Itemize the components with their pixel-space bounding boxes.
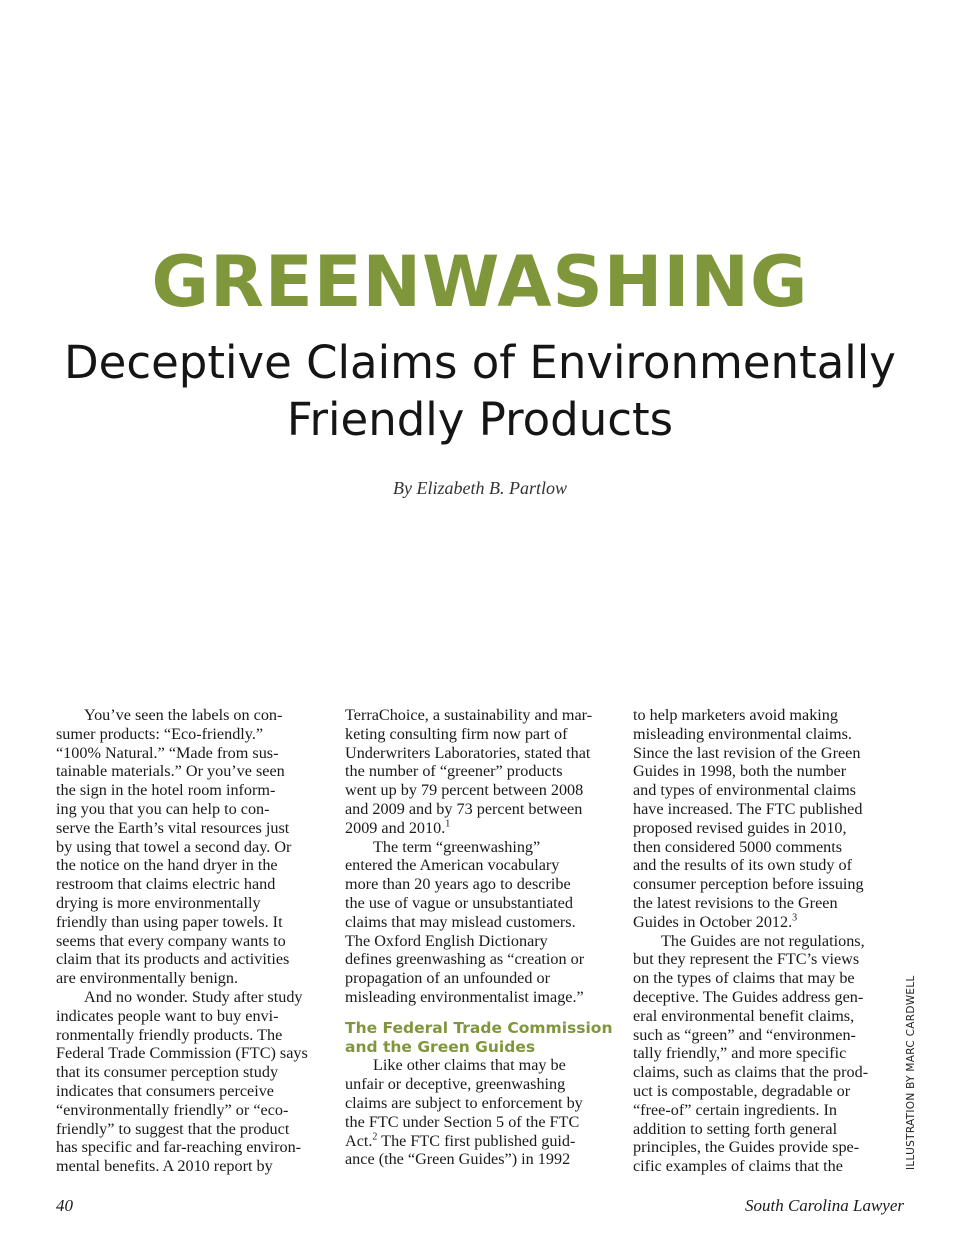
text-line: serve the Earth’s vital resources just bbox=[56, 818, 290, 837]
text-line: “environmentally friendly” or “eco- bbox=[56, 1100, 289, 1119]
text-line bbox=[345, 1132, 617, 1151]
text-line: claims are subject to enforcement by bbox=[345, 1093, 583, 1112]
text-line: drying is more environmentally bbox=[56, 893, 261, 912]
subtitle-line: Deceptive Claims of Environmentally bbox=[64, 336, 896, 389]
text-line: Guides in 1998, both the number bbox=[633, 762, 847, 781]
text-line: and the results of its own study of bbox=[633, 856, 852, 875]
text-line: and types of environmental claims bbox=[633, 781, 856, 800]
text-line: friendly” to suggest that the product bbox=[56, 1119, 290, 1138]
paragraph-gap bbox=[345, 1007, 617, 1019]
text-line: cific examples of claims that the bbox=[633, 1157, 843, 1176]
text-line: indicates people want to buy envi- bbox=[56, 1006, 279, 1025]
text-line: mental benefits. A 2010 report by bbox=[56, 1157, 273, 1176]
text-line: principles, the Guides provide spe- bbox=[633, 1138, 860, 1157]
text-fragment: 2009 and 2010. bbox=[345, 818, 446, 837]
text-line: The Guides are not regulations, bbox=[661, 931, 865, 950]
footnote-ref: 2 bbox=[372, 1131, 378, 1143]
text-line bbox=[633, 913, 905, 932]
text-line: went up by 79 percent between 2008 bbox=[345, 781, 584, 800]
article-subtitle bbox=[40, 334, 920, 448]
text-fragment: Act. bbox=[345, 1131, 373, 1150]
text-line: the number of “greener” products bbox=[345, 762, 563, 781]
text-line: Underwriters Laboratories, stated that bbox=[345, 743, 591, 762]
text-line: on the types of claims that may be bbox=[633, 969, 855, 988]
section-subhead bbox=[345, 1019, 617, 1057]
subhead-line: The Federal Trade Commission bbox=[345, 1018, 613, 1037]
text-line: to help marketers avoid making bbox=[633, 706, 838, 724]
text-line: uct is compostable, degradable or bbox=[633, 1081, 851, 1100]
subtitle-line: Friendly Products bbox=[286, 393, 674, 446]
text-line: misleading environmental claims. bbox=[633, 724, 852, 743]
text-line: such as “green” and “environmen- bbox=[633, 1025, 856, 1044]
text-line: defines greenwashing as “creation or bbox=[345, 950, 585, 969]
text-line: have increased. The FTC published bbox=[633, 799, 863, 818]
text-line: TerraChoice, a sustainability and mar- bbox=[345, 706, 593, 724]
byline: By Elizabeth B. Partlow bbox=[393, 478, 567, 498]
text-line: unfair or deceptive, greenwashing bbox=[345, 1075, 566, 1094]
text-line: “free-of” certain ingredients. In bbox=[633, 1100, 838, 1119]
text-line: ronmentally friendly products. The bbox=[56, 1025, 283, 1044]
text-line: then considered 5000 comments bbox=[633, 837, 843, 856]
text-line: deceptive. The Guides address gen- bbox=[633, 987, 864, 1006]
text-line: the FTC under Section 5 of the FTC bbox=[345, 1112, 580, 1131]
text-fragment: The FTC first published guid- bbox=[377, 1131, 576, 1150]
text-line: Since the last revision of the Green bbox=[633, 743, 861, 762]
text-line: the notice on the hand dryer in the bbox=[56, 856, 278, 875]
text-line: addition to setting forth general bbox=[633, 1119, 838, 1138]
text-line: tally friendly,” and more specific bbox=[633, 1044, 847, 1063]
text-line: but they represent the FTC’s views bbox=[633, 950, 860, 969]
text-line: restroom that claims electric hand bbox=[56, 875, 276, 894]
footnote-ref: 1 bbox=[445, 818, 451, 830]
text-line: “100% Natural.” “Made from sus- bbox=[56, 743, 279, 762]
text-line: the sign in the hotel room inform- bbox=[56, 781, 276, 800]
text-line: has specific and far-reaching environ- bbox=[56, 1138, 302, 1157]
subhead-line: and the Green Guides bbox=[345, 1037, 536, 1056]
text-line: ance (the “Green Guides”) in 1992 bbox=[345, 1150, 571, 1169]
text-line: tainable materials.” Or you’ve seen bbox=[56, 762, 285, 781]
article-column-2 bbox=[345, 706, 617, 1178]
text-line: Federal Trade Commission (FTC) says bbox=[56, 1044, 308, 1063]
text-line: the latest revisions to the Green bbox=[633, 893, 838, 912]
text-line: eral environmental benefit claims, bbox=[633, 1006, 855, 1025]
magazine-name: South Carolina Lawyer bbox=[745, 1196, 904, 1215]
text-line: are environmentally benign. bbox=[56, 969, 239, 988]
text-line: claims, such as claims that the prod- bbox=[633, 1063, 869, 1082]
text-line: keting consulting firm now part of bbox=[345, 724, 568, 743]
text-line: indicates that consumers perceive bbox=[56, 1081, 274, 1100]
text-line: more than 20 years ago to describe bbox=[345, 875, 571, 894]
text-line: claims that may mislead customers. bbox=[345, 912, 576, 931]
text-line: proposed revised guides in 2010, bbox=[633, 818, 847, 837]
article-column-3 bbox=[633, 706, 905, 1178]
text-line: The Oxford English Dictionary bbox=[345, 931, 548, 950]
text-line: sumer products: “Eco-friendly.” bbox=[56, 724, 264, 743]
article-title: GREENWASHING bbox=[151, 241, 809, 323]
text-line: seems that every company wants to bbox=[56, 931, 286, 950]
text-line: the use of vague or unsubstantiated bbox=[345, 893, 573, 912]
text-line: that its consumer perception study bbox=[56, 1063, 279, 1082]
text-line: propagation of an unfounded or bbox=[345, 969, 550, 988]
text-line: The term “greenwashing” bbox=[373, 837, 541, 856]
illustration-credit: ILLUSTRATION BY MARC CARDWELL bbox=[905, 975, 917, 1170]
text-fragment: Guides in October 2012. bbox=[633, 912, 793, 931]
text-line: And no wonder. Study after study bbox=[84, 987, 303, 1006]
page-number: 40 bbox=[56, 1196, 73, 1215]
text-line: friendly than using paper towels. It bbox=[56, 912, 283, 931]
text-line: ing you that you can help to con- bbox=[56, 799, 270, 818]
text-line: and 2009 and by 73 percent between bbox=[345, 799, 583, 818]
text-line: misleading environmentalist image.” bbox=[345, 987, 584, 1006]
text-line: Like other claims that may be bbox=[373, 1056, 566, 1075]
text-line: entered the American vocabulary bbox=[345, 856, 560, 875]
footnote-ref: 3 bbox=[792, 912, 798, 924]
text-line: by using that towel a second day. Or bbox=[56, 837, 292, 856]
article-column-1 bbox=[56, 706, 328, 1178]
text-line: claim that its products and activities bbox=[56, 950, 290, 969]
text-line bbox=[345, 819, 617, 838]
text-line: consumer perception before issuing bbox=[633, 875, 864, 894]
text-line: You’ve seen the labels on con- bbox=[84, 706, 283, 724]
